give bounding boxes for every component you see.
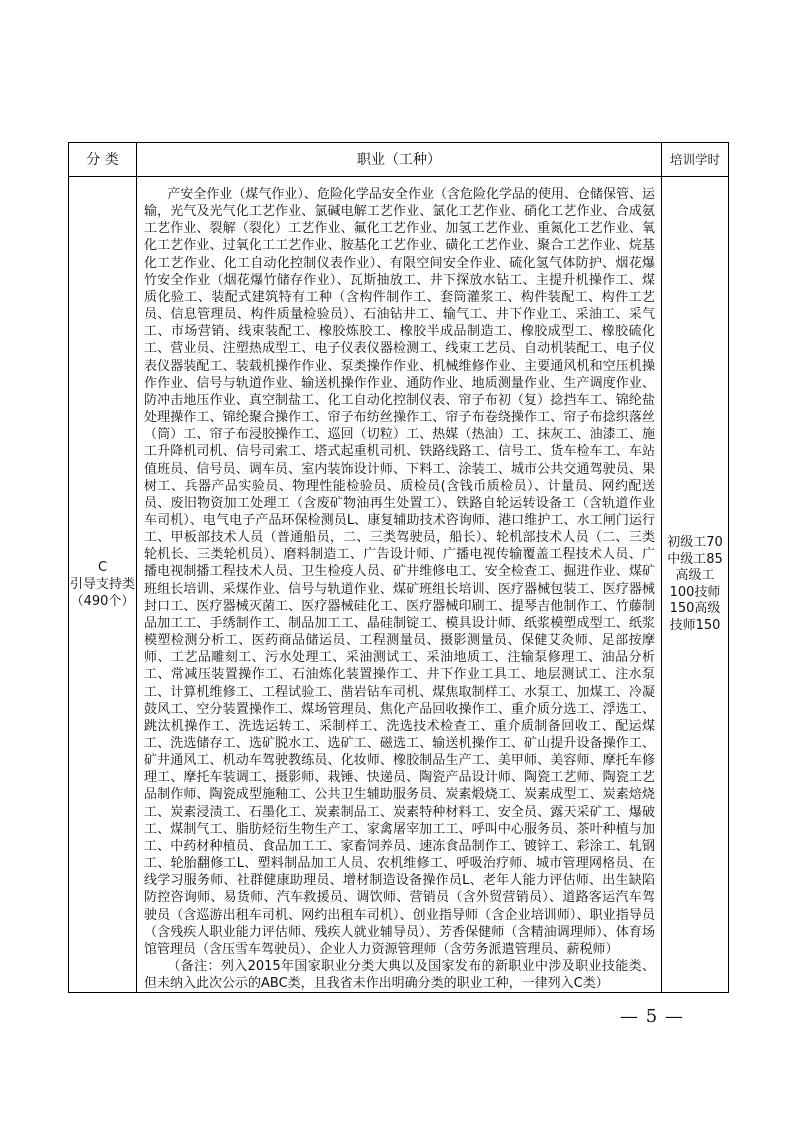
- table-row: [69, 177, 729, 993]
- table-header-row: [69, 143, 729, 177]
- header-hours: 培训学时: [662, 143, 729, 177]
- training-hours-cell: 初级工70中级工85高级工100技师150高级技师150: [662, 177, 729, 993]
- header-category: 分 类: [69, 143, 137, 177]
- category-count: （490个）: [70, 594, 135, 610]
- category-code: C: [97, 560, 108, 576]
- occupation-table: [68, 142, 729, 993]
- occupation-note: （备注：列入2015年国家职业分类大典以及国家发布的新职业中涉及职业技能类、但未纳入此次公示的ABC类，且我省未作出明确分类的职业工种，一律列入C类）: [144, 959, 655, 992]
- category-cell: [69, 177, 137, 993]
- page-number: — 5 —: [620, 1006, 684, 1027]
- header-occupation: 职业（工种）: [137, 143, 662, 177]
- occupation-cell: [137, 177, 662, 993]
- occupation-list: 产安全作业（煤气作业）、危险化学品安全作业（含危险化学品的使用、仓储保管、运输，光气及光气化工艺作业、氯碱电解工艺作业、氯化工艺作业、硝化工艺作业、合成氨工艺作业、裂解（裂化）工艺作业、氟化工艺作业、加氢工艺作业、重氮化工艺作业、氧化工艺作业、过氧化工工艺作业、胺基化工艺作业、磺化工艺作业、聚合工艺作业、烷基化工艺作业、化工自动化控制仪表作业）、有限空间安全作业、硫化氢气体防护、烟花爆竹安全作业（烟花爆竹储存作业）、瓦斯抽放工、井下探放水钻工、主提升机操作工、煤质化验工、装配式建筑特有工种（含构件制作工、套筒灌浆工、构件装配工、构件工艺员、信息管理员、构件质量检验员）、石油钻井工、输气工、井下作业工、采油工、采气工、市场营销、线束装配工、橡胶炼胶工、橡胶半成品制造工、橡胶成型工、橡胶硫化工、营业员、注塑热成型工、电子仪表仪器检测工、线束工艺员、自动机装配工、电子仪表仪器装配工、装载机操作作业、泵类操作作业、机械维修作业、主要通风机和空压机操作作业、信号与轨道作业、输送机操作作业、通防作业、地质测量作业、生产调度作业、防冲击地压作业、真空制盐工、化工自动化控制仪表、帘子布初（复）捻挡车工、锦纶盐处理操作工、锦纶聚合操作工、帘子布纺丝操作工、帘子布卷绕操作工、帘子布捻织落丝（筒）工、帘子布浸胶操作工、巡回（切粒）工、热媒（热油）工、抹灰工、油漆工、施工升降机司机、信号司索工、塔式起重机司机、铁路线路工、信号工、货车检车工、车站值班员、信号员、调车员、室内装饰设计师、下料工、涂装工、城市公共交通驾驶员、果树工、兵器产品实验员、物理性能检验员、质检员(含钱币质检员）、计量员、网约配送员、废旧物资加工处理工（含废矿物油再生处置工）、铁路自轮运转设备工（含轨道作业车司机）、电气电子产品环保检测员L、康复辅助技术咨询师、港口维护工、水工闸门运行工、甲板部技术人员（普通船员，二、三类驾驶员，船长）、轮机部技术人员（二、三类轮机长、三类轮机员）、磨料制造工、广告设计师、广播电视传输覆盖工程技术人员、广播电视制播工程技术人员、卫生检疫人员、矿井维修电工、安全检查工、掘进作业、煤矿班组长培训、采煤作业、信号与轨道作业、煤矿班组长培训、医疗器械包装工、医疗器械封口工、医疗器械灭菌工、医疗器械硅化工、医疗器械印刷工、提琴吉他制作工、竹藤制品加工工、手绣制作工、制品加工工、晶硅制锭工、模具设计师、纸浆模塑成型工、纸浆模塑检测分析工、医药商品储运员、工程测量员、摄影测量员、保健艾灸师、足部按摩师、工艺品雕刻工、污水处理工、采油测试工、采油地质工、注输泵修理工、油品分析工、常减压装置操作工、石油炼化装置操作工、井下作业工具工、地层测试工、注水泵工、计算机维修工、工程试验工、凿岩钻车司机、煤焦取制样工、水泵工、加煤工、冷凝鼓风工、空分装置操作工、煤场管理员、焦化产品回收操作工、重介质分选工、浮选工、跳汰机操作工、洗选运转工、采制样工、洗选技术检查工、重介质制备回收工、配运煤工、洗选储存工、选矿脱水工、选矿工、磁选工、输送机操作工、矿山提升设备操作工、矿井通风工、机动车驾驶教练员、化妆师、橡胶制品生产工、美甲师、美容师、摩托车修理工、摩托车装调工、摄影师、栽锤、快递员、陶瓷产品设计师、陶瓷工艺师、陶瓷工艺品制作师、陶瓷成型施釉工、公共卫生辅助服务员、炭素煅烧工、炭素成型工、炭素焙烧工、炭素浸渍工、石墨化工、炭素制品工、炭素特种材料工、安全员、露天采矿工、爆破工、煤制气工、脂肪烃衍生物生产工、家禽屠宰加工工、呼叫中心服务员、茶叶种植与加工、中药材种植员、食品加工工、家畜饲养员、速冻食品制作工、镀锌工、彩涂工、轧钢工、轮胎翻修工L、塑料制品加工人员、农机维修工、呼吸治疗师、城市管理网格员、在线学习服务师、社群健康助理员、增材制造设备操作员L、老年人能力评估师、出生缺陷防控咨询师、易货师、汽车救援员、调饮师、营销员（含外贸营销员）、道路客运汽车驾驶员（含巡游出租车司机、网约出租车司机）、创业指导师（含企业培训师）、职业指导员（含残疾人职业能力评估师、残疾人就业辅导员）、芳香保健师（含精油调理师）、体育场馆管理员（含压雪车驾驶员）、企业人力资源管理师（含劳务派遣管理员、薪税师）: [144, 187, 655, 957]
- category-name: 引导支持类: [69, 577, 135, 593]
